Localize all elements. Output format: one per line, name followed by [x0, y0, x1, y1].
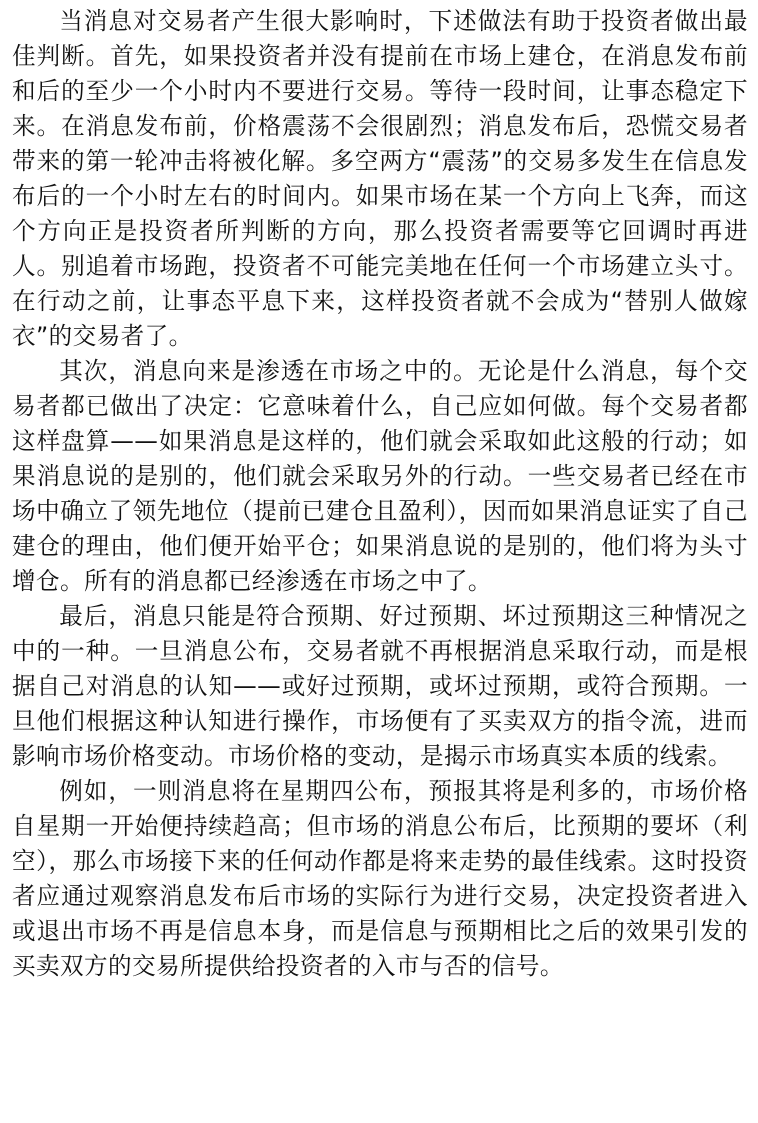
paragraph-2: 其次，消息向来是渗透在市场之中的。无论是什么消息，每个交易者都已做出了决定：它意味着什么，自己应如何做。每个交易者都这样盘算——如果消息是这样的，他们就会采取如此这般的行动；如果消息说的是别的，他们就会采取另外的行动。一些交易者已经在市场中确立了领先地位（提前已建仓且盈利），因而如果消息证实了自己建仓的理由，他们便开始平仓；如果消息说的是别的，他们将为头寸增仓。所有的消息都已经渗透在市场之中了。: [12, 357, 748, 595]
paragraph-3: 最后，消息只能是符合预期、好过预期、坏过预期这三种情况之中的一种。一旦消息公布，交易者就不再根据消息采取行动，而是根据自己对消息的认知——或好过预期，或坏过预期，或符合预期。一旦他们根据这种认知进行操作，市场便有了买卖双方的指令流，进而影响市场价格变动。市场价格的变动，是揭示市场真实本质的线索。: [12, 602, 748, 770]
paragraph-1: 当消息对交易者产生很大影响时，下述做法有助于投资者做出最佳判断。首先，如果投资者并没有提前在市场上建仓，在消息发布前和后的至少一个小时内不要进行交易。等待一段时间，让事态稳定下来。在消息发布前，价格震荡不会很剧烈；消息发布后，恐慌交易者带来的第一轮冲击将被化解。多空两方“震荡”的交易多发生在信息发布后的一个小时左右的时间内。如果市场在某一个方向上飞奔，而这个方向正是投资者所判断的方向，那么投资者需要等它回调时再进人。别追着市场跑，投资者不可能完美地在任何一个市场建立头寸。在行动之前，让事态平息下来，这样投资者就不会成为“替别人做嫁衣”的交易者了。: [12, 7, 748, 350]
paragraph-4: 例如，一则消息将在星期四公布，预报其将是利多的，市场价格自星期一开始便持续趋高；但市场的消息公布后，比预期的要坏（利空），那么市场接下来的任何动作都是将来走势的最佳线索。这时投资者应通过观察消息发布后市场的实际行为进行交易，决定投资者进入或退出市场不再是信息本身，而是信息与预期相比之后的效果引发的买卖双方的交易所提供给投资者的入市与否的信号。: [12, 777, 748, 980]
